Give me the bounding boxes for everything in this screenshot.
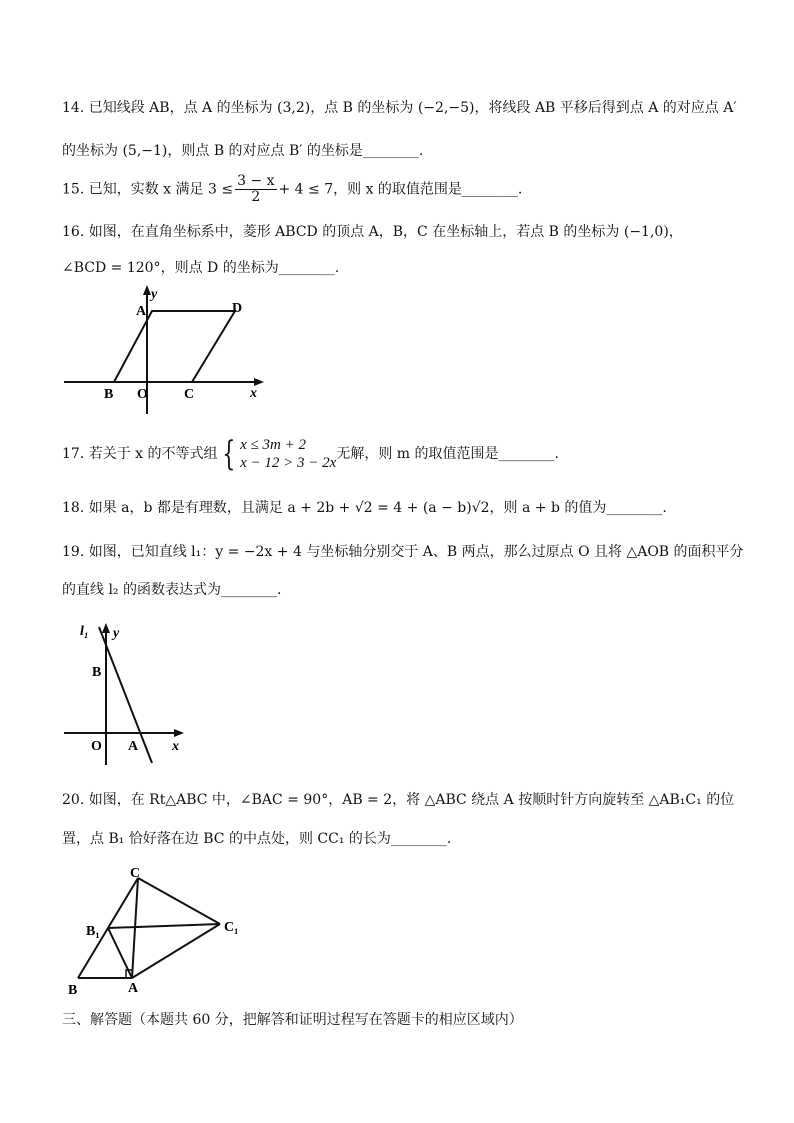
q15-frac-den: 2 [251,189,261,205]
q15-text-before: 15. 已知，实数 x 满足 3 ≤ [62,181,234,198]
q15-text-after: + 4 ≤ 7，则 x 的取值范围是________. [278,181,523,198]
q17-row2: x − 12 > 3 − 2x [240,455,337,471]
q16-figure [60,282,270,420]
q17-brace-icon: { [221,434,235,474]
q17-system [218,436,337,472]
q17-line [62,434,559,474]
q16-label-D: D [232,301,243,316]
q16-label-x: x [250,386,257,401]
q20-label-C1: C₁ [224,920,239,935]
q16-y-arrow-icon [143,285,151,295]
q20-figure [60,860,260,1000]
q20-side-AC1 [132,924,220,978]
q19-line1: 19. 如图，已知直线 l₁：y = −2x + 4 与坐标轴分别交于 A、B 两点，那么过原点 O 且将 △AOB 的面积平分 [62,544,744,560]
q20-label-C: C [130,866,141,881]
q19-label-A: A [128,739,139,754]
q15-line [62,174,522,205]
q16-x-arrow-icon [254,378,264,386]
q19-line2: 的直线 l₂ 的函数表达式为________. [62,582,282,598]
q17-row1: x ≤ 3m + 2 [240,437,307,453]
q19-label-x: x [172,739,179,754]
q16-line1: 16. 如图，在直角坐标系中，菱形 ABCD 的顶点 A，B，C 在坐标轴上，若点 B 的坐标为 (−1,0)， [62,224,683,240]
q19-label-l1: l₁ [80,624,89,639]
q16-line2: ∠BCD = 120°，则点 D 的坐标为________. [62,260,340,276]
q19-label-O: O [91,739,102,754]
q16-label-A: A [136,304,147,319]
q16-label-y: y [151,287,158,302]
q18-line1: 18. 如果 a，b 都是有理数，且满足 a + 2b + √2 = 4 + (a − b)√2，则 a + b 的值为________. [62,500,667,516]
q20-segment-CC1 [138,878,220,924]
q20-label-A: A [128,981,139,996]
q19-label-y: y [113,626,120,641]
q14-line1: 14. 已知线段 AB，点 A 的坐标为 (3,2)，点 B 的坐标为 (−2,−5)，将线段 AB 平移后得到点 A 的对应点 A′ [62,100,737,116]
q20-label-B: B [68,983,78,998]
q20-line1: 20. 如图，在 Rt△ABC 中，∠BAC = 90°，AB = 2，将 △ABC 绕点 A 按顺时针方向旋转至 △AB₁C₁ 的位 [62,792,735,808]
q16-label-C: C [184,387,195,402]
q17-text-before: 17. 若关于 x 的不等式组 [62,446,218,462]
q17-text-after: 无解，则 m 的取值范围是________. [336,446,559,462]
q19-x-arrow-icon [174,729,184,737]
q16-label-O: O [137,387,148,402]
q20-line2: 置，点 B₁ 恰好落在边 BC 的中点处，则 CC₁ 的长为________. [62,831,452,847]
q20-label-B1: B₁ [86,924,100,939]
q14-line2: 的坐标为 (5,−1)，则点 B 的对应点 B′ 的坐标是________. [62,143,424,159]
q19-figure [60,615,200,765]
q16-rhombus [114,311,235,382]
q15-frac-num: 3 − x [237,173,275,189]
q20-side-B1C1 [108,924,220,928]
q19-y-arrow-icon [102,623,110,633]
q19-label-B: B [92,665,102,680]
q15-fraction [235,174,276,205]
section3-heading: 三、解答题（本题共 60 分，把解答和证明过程写在答题卡的相应区域内） [62,1012,523,1028]
q16-label-B: B [104,387,114,402]
